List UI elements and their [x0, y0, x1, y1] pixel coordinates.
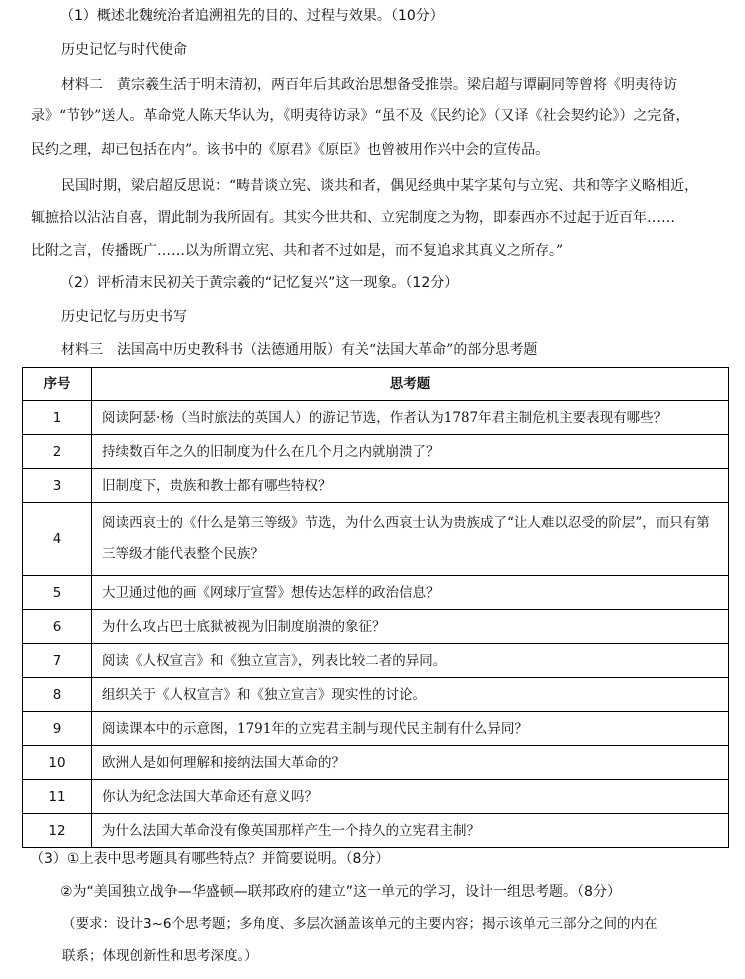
row-question: 阅读阿瑟·杨（当时旅法的英国人）的游记节选，作者认为1787年君主制危机主要表现有哪些？	[92, 401, 729, 435]
row-number: 4	[23, 503, 92, 576]
row-question: 为什么攻占巴士底狱被视为旧制度崩溃的象征？	[92, 610, 729, 644]
question-3-requirements-line-2: 联系；体现创新性和思考深度。）	[62, 948, 258, 964]
material-2-line-5: 辄摭拾以沾沾自喜，谓此制为我所固有。其实今世共和、立宪制度之为物，即泰西亦不过起于近百年……	[31, 210, 675, 226]
row-question: 阅读西哀士的《什么是第三等级》节选，为什么西哀士认为贵族成了“让人难以忍受的阶层”，而只有第三等级才能代表整个民族？	[92, 503, 729, 576]
row-number: 7	[23, 644, 92, 678]
row-question: 阅读《人权宣言》和《独立宣言》，列表比较二者的异同。	[92, 644, 729, 678]
row-number: 5	[23, 576, 92, 610]
row-question: 欧洲人是如何理解和接纳法国大革命的？	[92, 746, 729, 780]
row-question: 为什么法国大革命没有像英国那样产生一个持久的立宪君主制？	[92, 814, 729, 848]
table-row	[23, 814, 729, 848]
question-3-part-2: ②为“美国独立战争—华盛顿—联邦政府的建立”这一单元的学习，设计一组思考题。（8分）	[60, 884, 621, 900]
material-2-line-6: 比附之言，传播既广……以为所谓立宪、共和者不过如是，而不复追求其真义之所存。”	[31, 243, 564, 259]
material-2-line-2: 录》“节钞”送人。革命党人陈天华认为，《明夷待访录》“虽不及《民约论》（又译《社会契约论》）之完备，	[31, 108, 690, 124]
material-2-line-1: 材料二 黄宗羲生活于明末清初，两百年后其政治思想备受推崇。梁启超与谭嗣同等曾将《明夷待访	[61, 77, 677, 93]
table-row	[23, 678, 729, 712]
row-question: 你认为纪念法国大革命还有意义吗？	[92, 780, 729, 814]
table-header-number: 序号	[23, 368, 92, 401]
row-number: 6	[23, 610, 92, 644]
question-2: （2）评析清末民初关于黄宗羲的“记忆复兴”这一现象。（12分）	[60, 275, 459, 291]
row-number: 3	[23, 469, 92, 503]
section-title-2: 历史记忆与历史书写	[61, 309, 187, 325]
row-number: 12	[23, 814, 92, 848]
material-3-title: 材料三 法国高中历史教科书（法德通用版）有关“法国大革命”的部分思考题	[61, 342, 538, 358]
row-number: 2	[23, 435, 92, 469]
section-title-1: 历史记忆与时代使命	[61, 42, 187, 58]
row-number: 10	[23, 746, 92, 780]
table-row	[23, 435, 729, 469]
table-row	[23, 746, 729, 780]
table-row	[23, 780, 729, 814]
question-1: （1）概述北魏统治者追溯祖先的目的、过程与效果。（10分）	[60, 8, 444, 24]
table-row	[23, 469, 729, 503]
row-number: 1	[23, 401, 92, 435]
table-row	[23, 644, 729, 678]
table-row	[23, 576, 729, 610]
table-row	[23, 401, 729, 435]
row-number: 9	[23, 712, 92, 746]
table-row	[23, 610, 729, 644]
table-header-question: 思考题	[92, 368, 729, 401]
material-2-line-4: 民国时期，梁启超反思说：“畴昔谈立宪、谈共和者，偶见经典中某字某句与立宪、共和等字义略相近，	[61, 178, 699, 194]
row-question: 持续数百年之久的旧制度为什么在几个月之内就崩溃了？	[92, 435, 729, 469]
question-3-part-1: （3）①上表中思考题具有哪些特点？并简要说明。（8分）	[30, 851, 390, 867]
material-2-line-3: 民约之理，却已包括在内”。该书中的《原君》《原臣》也曾被用作兴中会的宣传品。	[31, 142, 550, 158]
table-row	[23, 503, 729, 576]
row-number: 11	[23, 780, 92, 814]
row-question: 组织关于《人权宣言》和《独立宣言》现实性的讨论。	[92, 678, 729, 712]
table-row	[23, 712, 729, 746]
row-question: 旧制度下，贵族和教士都有哪些特权？	[92, 469, 729, 503]
row-question: 大卫通过他的画《网球厅宣誓》想传达怎样的政治信息？	[92, 576, 729, 610]
question-3-requirements-line-1: （要求：设计3~6个思考题；多角度、多层次涵盖该单元的主要内容；揭示该单元三部分之间的内在	[62, 916, 658, 932]
questions-table	[22, 367, 729, 848]
row-number: 8	[23, 678, 92, 712]
row-question: 阅读课本中的示意图，1791年的立宪君主制与现代民主制有什么异同？	[92, 712, 729, 746]
